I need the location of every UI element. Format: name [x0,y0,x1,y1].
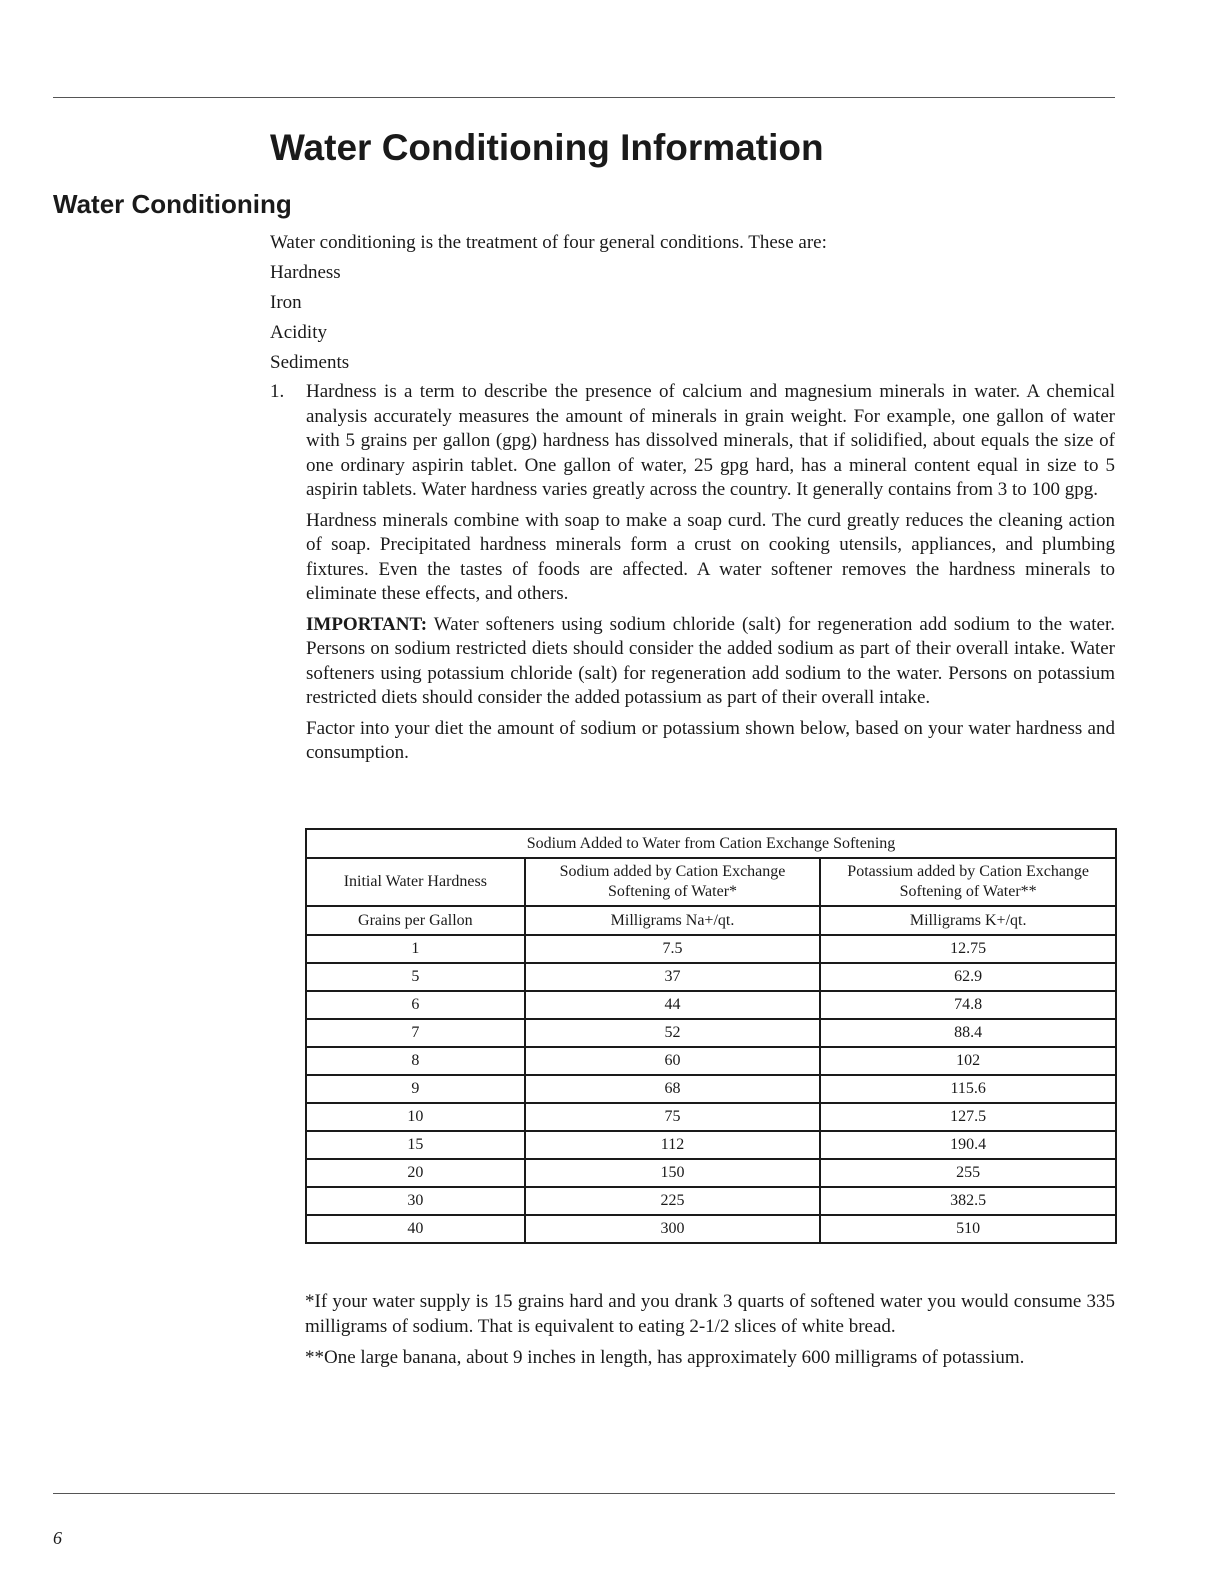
table-cell: 300 [525,1215,821,1243]
table-cell: 190.4 [820,1131,1116,1159]
table-cell: 44 [525,991,821,1019]
table-cell: 10 [306,1103,525,1131]
table-cell: 127.5 [820,1103,1116,1131]
important-label: IMPORTANT: [306,613,428,635]
table-cell: 9 [306,1075,525,1103]
table-cell: 7.5 [525,935,821,963]
unit-potassium: Milligrams K+/qt. [820,906,1116,935]
table-cell: 75 [525,1103,821,1131]
table-row [306,1159,1116,1187]
table-row [306,1075,1116,1103]
table-cell: 68 [525,1075,821,1103]
table-cell: 510 [820,1215,1116,1243]
diet-paragraph: Factor into your diet the amount of sodium or potassium shown below, based on your water hardness and consumption. [306,717,1115,763]
table-cell: 62.9 [820,963,1116,991]
table-cell: 74.8 [820,991,1116,1019]
table-cell: 255 [820,1159,1116,1187]
header-sodium: Sodium added by Cation Exchange Softening of Water* [525,858,821,906]
condition-item: Sediments [270,352,350,373]
table-cell: 1 [306,935,525,963]
top-rule [53,97,1115,98]
soap-curd-paragraph: Hardness minerals combine with soap to make a soap curd. The curd greatly reduces the cleaning action of soap. Precipitated hardness minerals form a crust on cooking utensils, appliances, and plumbing fixtures. Even the tastes of foods are affected. A water softener removes the hardness minerals to eliminate these effects, and others. [306,509,1115,604]
table-cell: 225 [525,1187,821,1215]
sodium-table [305,828,1117,1244]
table-cell: 40 [306,1215,525,1243]
condition-item: Iron [270,292,302,313]
important-paragraph [306,613,1115,711]
header-hardness: Initial Water Hardness [306,858,525,906]
table-cell: 5 [306,963,525,991]
table-header-row [306,858,1116,906]
table-row [306,1103,1116,1131]
table-cell: 8 [306,1047,525,1075]
table-cell: 60 [525,1047,821,1075]
page-number: 6 [53,1528,62,1548]
table-row [306,935,1116,963]
important-text: Water softeners using sodium chloride (salt) for regeneration add sodium to the water. Persons on sodium restricted diets should consider the added sodium as part of their overall intake. Water softeners using potassium chloride (salt) for regeneration add sodium to the water. Persons on potassium restricted diets should consider the added potassium as part of their overall intake. [306,613,1115,708]
table-row [306,1131,1116,1159]
table-cell: 382.5 [820,1187,1116,1215]
footnotes [305,1290,1115,1378]
list-item-hardness [270,380,1115,766]
table-cell: 150 [525,1159,821,1187]
numbered-list [270,380,1115,772]
table-cell: 88.4 [820,1019,1116,1047]
table-cell: 15 [306,1131,525,1159]
intro-lead: Water conditioning is the treatment of four general conditions. These are: [270,232,827,253]
table-cell: 7 [306,1019,525,1047]
table-row [306,1047,1116,1075]
table-row [306,1215,1116,1243]
page-title: Water Conditioning Information [270,127,824,168]
table-row [306,1019,1116,1047]
table-cell: 115.6 [820,1075,1116,1103]
table-cell: 37 [525,963,821,991]
footnote-sodium: *If your water supply is 15 grains hard and you drank 3 quarts of softened water you would consume 335 milligrams of sodium. That is equivalent to eating 2-1/2 slices of white bread. [305,1291,1115,1337]
table-cell: 30 [306,1187,525,1215]
table-cell: 52 [525,1019,821,1047]
intro-block [270,231,1115,381]
section-title: Water Conditioning [53,189,292,219]
table-row [306,1187,1116,1215]
hardness-paragraph: Hardness is a term to describe the presence of calcium and magnesium minerals in water. A chemical analysis accurately measures the amount of minerals in grain weight. For example, one gallon of water with 5 grains per gallon (gpg) hardness has dissolved minerals, that if solidified, about equals the size of one ordinary aspirin tablet. One gallon of water, 25 gpg hard, has a mineral content equal in size to 5 aspirin tablets. Water hardness varies greatly across the country. It generally contains from 3 to 100 gpg. [306,381,1115,500]
unit-grains: Grains per Gallon [306,906,525,935]
table-units-row [306,906,1116,935]
table-caption: Sodium Added to Water from Cation Exchange Softening [306,829,1116,858]
table-cell: 6 [306,991,525,1019]
table-row [306,963,1116,991]
bottom-rule [53,1493,1115,1494]
condition-item: Hardness [270,262,341,283]
condition-item: Acidity [270,322,327,343]
item-number: 1. [270,381,285,402]
table-cell: 12.75 [820,935,1116,963]
unit-sodium: Milligrams Na+/qt. [525,906,821,935]
footnote-potassium: **One large banana, about 9 inches in length, has approximately 600 milligrams of potassium. [305,1347,1025,1368]
table-cell: 102 [820,1047,1116,1075]
table-row [306,991,1116,1019]
header-potassium: Potassium added by Cation Exchange Softening of Water** [820,858,1116,906]
table-caption-row [306,829,1116,858]
table-cell: 112 [525,1131,821,1159]
table-cell: 20 [306,1159,525,1187]
